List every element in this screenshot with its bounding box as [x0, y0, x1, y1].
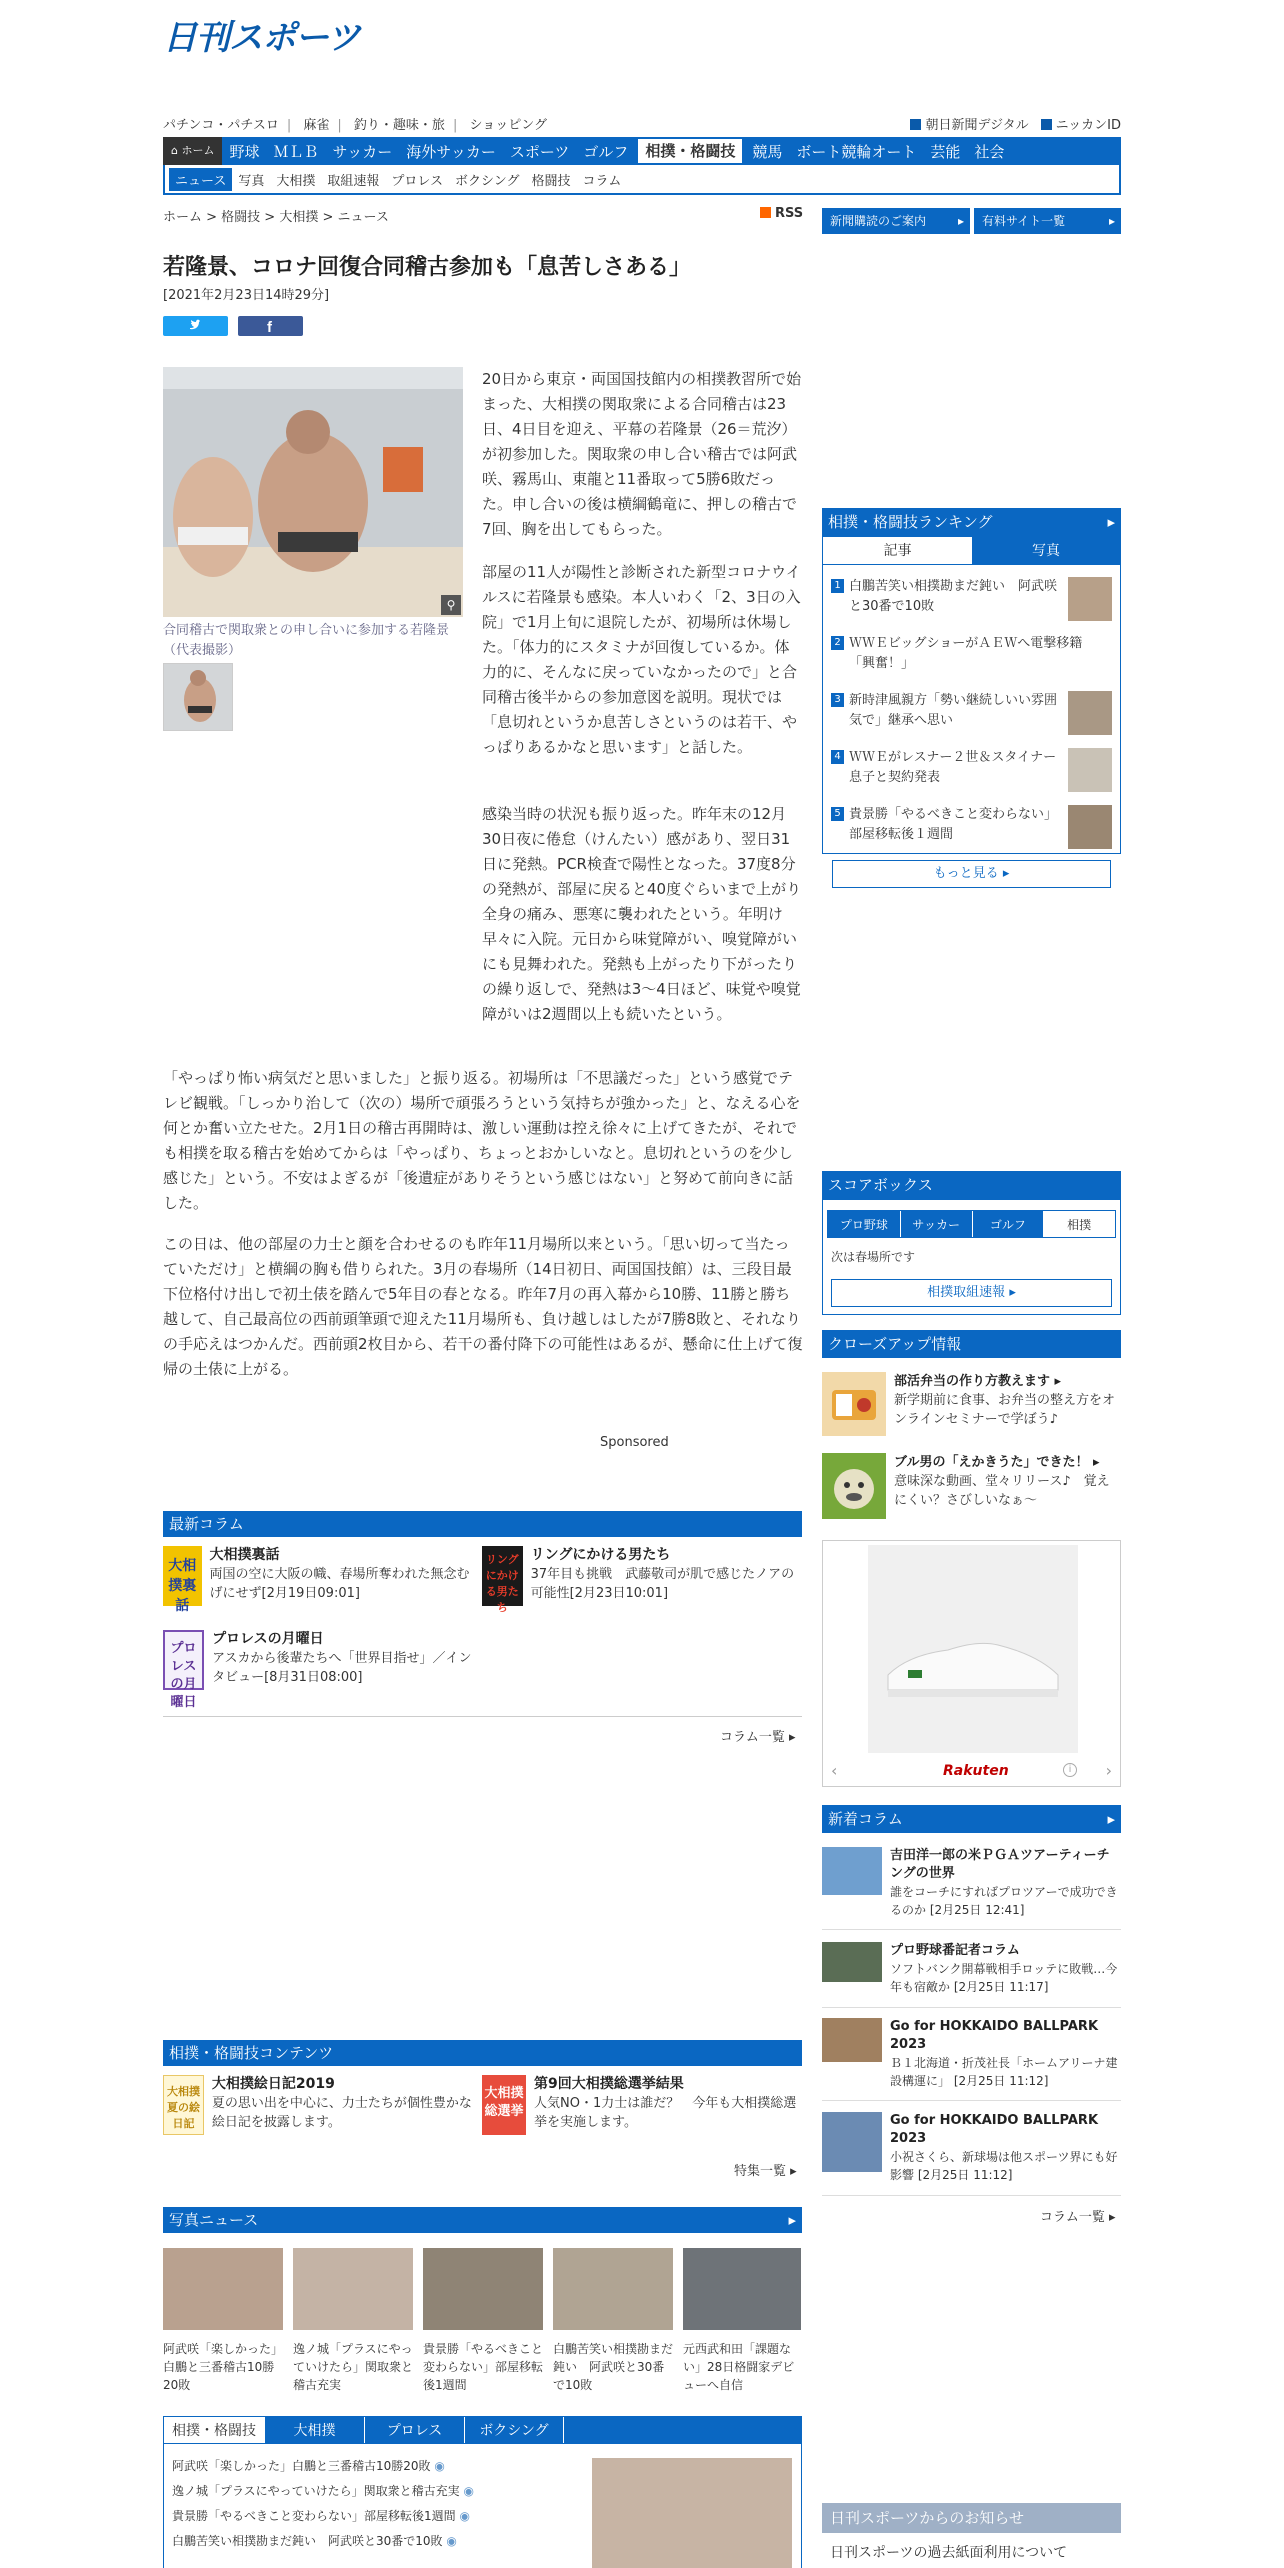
column-item[interactable] — [163, 1630, 483, 1710]
new-column-thumb — [822, 2018, 882, 2062]
photo-news-item[interactable] — [293, 2248, 413, 2394]
ranking-thumbnail — [1068, 691, 1112, 735]
ranking-item[interactable] — [831, 634, 1112, 679]
sub-nav — [163, 165, 1121, 195]
nikkan-id-link[interactable] — [1041, 114, 1121, 133]
photo-news-image — [683, 2248, 801, 2330]
twitter-share-button[interactable] — [163, 316, 228, 336]
divider — [822, 2195, 1121, 2196]
chevron-right-icon: ▸ — [789, 1730, 796, 1745]
bulldog-icon — [822, 1453, 886, 1519]
closeup-text — [894, 1372, 1119, 1429]
ranking-more-label: もっと見る — [933, 866, 999, 881]
facebook-share-button[interactable] — [238, 316, 303, 336]
rakuten-ad[interactable] — [822, 1540, 1121, 1787]
nikkan-id-label: ニッカンID — [1055, 118, 1121, 133]
subnav-sumo[interactable]: 大相撲 — [276, 173, 316, 189]
scorebox-tab-soccer[interactable]: サッカー — [900, 1211, 972, 1237]
rank-badge: 2 — [831, 636, 844, 650]
photo-news-item[interactable] — [423, 2248, 543, 2394]
ranking-item-title: 貴景勝「やるべきこと変わらない」部屋移転後１週間 — [849, 807, 1058, 842]
tab-feature-image[interactable] — [592, 2458, 792, 2568]
closeup-title-text: ブル男の「えかきうた」できた！ — [894, 1455, 1089, 1470]
chevron-right-icon: ▸ — [790, 2164, 797, 2179]
article-title: 若隆景、コロナ回復合同稽古参加も「息苦しさある」 — [163, 255, 692, 280]
column-item[interactable] — [163, 1546, 473, 1614]
new-column-desc: Ｂ１北海道・折茂社長「ホームアリーナ建設構運に」 [2月25日 11:12] — [890, 2056, 1118, 2088]
rss-link[interactable] — [760, 206, 803, 221]
ranking-tabs — [823, 537, 1120, 565]
divider — [822, 2100, 1121, 2101]
content-item[interactable] — [482, 2075, 802, 2135]
new-column-thumb — [822, 1942, 882, 1982]
column-desc: 37年目も挑戦 武藤敬司が肌で感じたノアの可能性[2月23日10:01] — [530, 1567, 795, 1601]
partner-links — [910, 114, 1121, 133]
nav-golf[interactable]: ゴルフ — [583, 142, 629, 161]
divider — [163, 1716, 802, 1717]
tab-article-link[interactable] — [172, 2529, 474, 2554]
rakuten-logo: Rakuten — [943, 1763, 1009, 1779]
column-list-label: コラム一覧 — [720, 1730, 785, 1745]
scorebox-header: スコアボックス — [822, 1171, 1121, 1199]
new-column-title: プロ野球番記者コラム — [890, 1943, 1020, 1958]
nav-soccer[interactable]: サッカー — [332, 142, 393, 161]
closeup-desc: 新学期前に食事、お弁当の整え方をオンラインセミナーで学ぼう♪ — [894, 1393, 1116, 1427]
new-column-desc: ソフトバンク開幕戦相手ロッテに敗戦…今年も宿敵か [2月25日 11:17] — [890, 1962, 1118, 1994]
column-icon-prowrestling-monday: プロレスの月曜日 — [163, 1630, 204, 1690]
scorebox-tabs — [827, 1210, 1116, 1238]
notice-header: 日刊スポーツからのお知らせ — [822, 2503, 1121, 2533]
photo-news-caption: 逸ノ城「プラスにやっていけたら」関取衆と稽古充実 — [293, 2342, 414, 2392]
new-column-thumb — [822, 1847, 882, 1895]
facebook-icon — [238, 316, 303, 336]
content-icon-picture-diary: 大相撲夏の絵日記 — [163, 2075, 204, 2135]
tab-article-title: 逸ノ城「プラスにやっていけたら」関取衆と稽古充実 — [172, 2484, 460, 2498]
column-list-link[interactable] — [720, 1726, 796, 1745]
twitter-icon — [163, 316, 228, 336]
article-paragraph-2: 部屋の11人が陽性と診断された新型コロナウイルスに若隆景も感染。本人いわく「2、3日の入院」で1月上旬に退院したが、初場所は休場した。「体力的にスタミナが回復しているか。体力的に、そんなに戻っていなかったので」と合同稽古後半からの参加意図を説明。現状では「息切れというか息苦しさというのは若干、やっぱりあるかなと思います」と話した。 — [482, 563, 801, 756]
top-link-hobby[interactable]: 釣り・趣味・旅 — [353, 118, 445, 133]
asahi-link-label: 朝日新聞デジタル — [925, 118, 1029, 133]
text-wrap-spacer — [163, 802, 482, 1026]
closeup-item[interactable] — [822, 1372, 1121, 1436]
ranking-item[interactable] — [831, 577, 1112, 622]
ranking-panel — [822, 536, 1121, 854]
nav-boat[interactable]: ボート競輪オート — [796, 142, 917, 161]
top-links: パチンコ・パチスロ | 麻雀 | 釣り・趣味・旅 | ショッピング — [163, 118, 547, 133]
camera-icon: ◉ — [459, 2509, 470, 2523]
nav-home-label: ホーム — [181, 144, 215, 157]
new-column-text — [890, 2018, 1120, 2090]
tab-article-title: 白鵬苦笑い相撲勘まだ鈍い 阿武咲と30番で10敗 — [172, 2534, 443, 2548]
ranking-item-title: ＷＷＥがレスナー２世＆スタイナー息子と契約発表 — [849, 750, 1057, 785]
column-desc: 両国の空に大阪の幟、春場所奪われた無念むげにせず[2月19日09:01] — [209, 1567, 470, 1601]
content-icon-election: 大相撲総選挙 — [482, 2075, 526, 2135]
bout-results-label: 相撲取組速報 — [927, 1285, 1006, 1300]
top-link-shopping[interactable]: ショッピング — [469, 118, 547, 133]
photo-news-header[interactable] — [163, 2207, 802, 2233]
photo-news-caption: 阿武咲「楽しかった」白鵬と三番稽古10勝20敗 — [163, 2342, 284, 2392]
article-paragraph-3 — [163, 802, 803, 1027]
rank-badge: 4 — [831, 750, 844, 764]
camera-icon: ◉ — [446, 2534, 457, 2548]
ranking-item[interactable] — [831, 805, 1112, 850]
closeup-desc: 意味深な動画、堂々リリース♪ 覚えにくい？さびしいなぁ～ — [894, 1474, 1110, 1508]
zoom-icon[interactable]: ⚲ — [441, 595, 461, 615]
scorebox-text: 次は春場所です — [831, 1250, 916, 1264]
closeup-item[interactable] — [822, 1453, 1121, 1519]
tab-article-link[interactable] — [172, 2479, 474, 2504]
rank-badge: 1 — [831, 579, 844, 593]
rss-icon — [760, 207, 771, 218]
sponsored-label: Sponsored — [600, 1435, 669, 1450]
closeup-image-bento — [822, 1372, 886, 1436]
ranking-item-title: 白鵬苦笑い相撲勘まだ鈍い 阿武咲と30番で10敗 — [849, 579, 1058, 614]
new-columns-header[interactable] — [822, 1805, 1121, 1833]
ad-next-icon[interactable]: › — [1105, 1761, 1112, 1780]
scorebox-panel — [822, 1199, 1121, 1315]
scorebox-tab-baseball[interactable]: プロ野球 — [828, 1211, 900, 1237]
category-tabs — [163, 2416, 802, 2444]
ranking-header[interactable] — [822, 508, 1121, 536]
new-column-title: 吉田洋一郎の米ＰＧＡツアーティーチングの世界 — [890, 1848, 1110, 1881]
nav-mlb[interactable]: ＭＬＢ — [273, 142, 319, 161]
content-desc: 人気NO・1力士は誰だ？ 今年も大相撲総選挙を実施します。 — [534, 2096, 797, 2130]
subscription-button[interactable] — [822, 208, 970, 234]
asahi-icon — [910, 119, 921, 130]
article-paragraph-1: 20日から東京・両国国技館内の相撲教習所で始まった、大相撲の関取衆による合同稽古は23日、4日目を迎え、平幕の若隆景（26＝荒汐）が初参加した。関取衆の申し合い稽古では阿武咲、霧馬山、東龍と11番取って5勝6敗だった。申し合いの後は横綱鶴竜に、押しの稽古で7回、胸を出してもらった。 — [482, 370, 802, 538]
new-column-text — [890, 1847, 1120, 1919]
feature-list-link[interactable] — [734, 2160, 797, 2179]
content-text — [534, 2075, 802, 2135]
ranking-thumbnail — [1068, 805, 1112, 849]
ranking-item[interactable] — [831, 748, 1112, 793]
ad-prev-icon[interactable]: ‹ — [831, 1761, 838, 1780]
tab-article-list — [172, 2454, 474, 2554]
notice-link[interactable]: 日刊スポーツの過去紙面利用について — [830, 2545, 1068, 2561]
chevron-right-icon: ▸ — [1109, 2210, 1116, 2225]
new-column-text — [890, 2112, 1120, 2184]
asahi-link[interactable] — [910, 114, 1028, 133]
nav-keiba[interactable]: 競馬 — [752, 142, 783, 161]
closeup-title — [894, 1453, 1119, 1472]
chevron-right-icon: ▸ — [1093, 1455, 1100, 1470]
rank-badge: 5 — [831, 807, 844, 821]
top-link-pachinko[interactable]: パチンコ・パチスロ — [163, 118, 279, 133]
tab-prowrestling[interactable]: プロレス — [364, 2417, 464, 2443]
subnav-column[interactable]: コラム — [582, 173, 622, 189]
nav-home[interactable]: ⌂ ホーム — [163, 137, 222, 165]
chevron-right-icon: ▸ — [1054, 1374, 1062, 1389]
nav-entertainment[interactable]: 芸能 — [930, 142, 961, 161]
photo-news-image — [293, 2248, 413, 2330]
column-text — [210, 1546, 473, 1606]
divider — [822, 2007, 1121, 2008]
new-column-list-label: コラム一覧 — [1040, 2210, 1105, 2225]
photo-news-image — [423, 2248, 543, 2330]
article-photo[interactable] — [163, 367, 463, 617]
article-paragraph-3-text: 感染当時の状況も振り返った。昨年末の12月30日夜に倦怠（けんたい）感があり、翌日31日に発熱。PCR検査で陽性となった。37度8分の発熱が、部屋に戻ると40度ぐらいまで上がり全身の痛み、悪寒に襲われたという。年明け早々に入院。元日から味覚障がい、嗅覚障がいにも見舞われた。発熱も上がったり下がったりの繰り返しで、発熱は3～4日ほど、味覚や嗅覚障がいは2週間以上も続いたという。 — [482, 805, 802, 1023]
paid-sites-label: 有料サイト一覧 — [982, 214, 1066, 228]
subnav-news[interactable]: ニュース — [169, 168, 232, 191]
ad-info-icon[interactable]: i — [1063, 1763, 1077, 1777]
ranking-item-title: ＷＷＥビッグショーがＡＥＷへ電撃移籍「興奮！」 — [849, 636, 1083, 671]
new-column-title: Go for HOKKAIDO BALLPARK 2023 — [890, 2019, 1099, 2052]
subnav-photo[interactable]: 写真 — [238, 173, 265, 189]
svg-text:f: f — [267, 319, 272, 336]
photo-news-image — [553, 2248, 673, 2330]
nav-world-soccer[interactable]: 海外サッカー — [406, 142, 496, 161]
column-icon-sumo-backstory: 大相撲裏話 — [163, 1546, 202, 1606]
closeup-image-buruo — [822, 1453, 886, 1519]
ranking-more-button[interactable] — [832, 860, 1111, 888]
subscription-label: 新聞購読のご案内 — [830, 214, 927, 228]
photo-news-caption: 白鵬苦笑い相撲勘まだ鈍い 阿武咲と30番で10敗 — [553, 2342, 674, 2392]
photo-thumbnail[interactable] — [163, 663, 233, 731]
chevron-right-icon: ▸ — [1002, 866, 1010, 881]
new-column-title: Go for HOKKAIDO BALLPARK 2023 — [890, 2113, 1099, 2146]
photo-news-title: 写真ニュース — [169, 2211, 259, 2229]
ranking-tab-articles[interactable]: 記事 — [823, 537, 972, 564]
tab-article-title: 貴景勝「やるべきこと変わらない」部屋移転後1週間 — [172, 2509, 456, 2523]
sneaker-icon — [868, 1545, 1078, 1753]
column-text — [531, 1546, 802, 1606]
site-logo[interactable]: 日刊スポーツ — [163, 18, 360, 58]
rss-label: RSS — [775, 206, 804, 221]
photo-news-caption: 元西武和田「課題ない」28日格闘家デビューへ自信 — [683, 2342, 795, 2392]
latest-columns-header: 最新コラム — [163, 1511, 802, 1537]
ranking-thumbnail — [1068, 577, 1112, 621]
chevron-right-icon: ▸ — [1107, 513, 1115, 531]
column-title[interactable]: リングにかける男たち — [530, 1547, 671, 1563]
scorebox-tab-sumo[interactable]: 相撲 — [1043, 1211, 1115, 1237]
photo-news-item[interactable] — [163, 2248, 283, 2394]
scorebox-tab-golf[interactable]: ゴルフ — [972, 1211, 1044, 1237]
tab-sumo-fighting[interactable]: 相撲・格闘技 — [164, 2417, 264, 2443]
subnav-prowrestling[interactable]: プロレス — [391, 173, 444, 189]
ranking-title: 相撲・格闘技ランキング — [828, 513, 993, 531]
chevron-right-icon: ▸ — [1009, 1285, 1016, 1300]
column-item[interactable] — [482, 1546, 802, 1614]
content-text — [212, 2075, 473, 2135]
nav-baseball[interactable]: 野球 — [229, 142, 260, 161]
divider — [822, 1929, 1121, 1930]
column-title[interactable]: 大相撲裏話 — [209, 1547, 280, 1563]
breadcrumb[interactable]: ホーム > 格闘技 > 大相撲 > ニュース — [163, 210, 389, 225]
paid-sites-button[interactable] — [974, 208, 1121, 234]
column-text — [212, 1630, 483, 1690]
ranking-tab-photos[interactable]: 写真 — [972, 537, 1120, 564]
closeup-header: クローズアップ情報 — [822, 1330, 1121, 1358]
subnav-boxing[interactable]: ボクシング — [455, 173, 520, 189]
chevron-right-icon: ▸ — [957, 214, 964, 228]
feature-list-label: 特集一覧 — [734, 2164, 787, 2179]
photo-caption: 合同稽古で関取衆との申し合いに参加する若隆景（代表撮影） — [163, 623, 450, 658]
content-title[interactable]: 大相撲絵日記2019 — [211, 2076, 335, 2092]
new-columns-title: 新着コラム — [828, 1810, 903, 1828]
photo-news-image — [163, 2248, 283, 2330]
ranking-thumbnail — [1068, 748, 1112, 792]
id-icon — [1041, 119, 1052, 130]
new-column-list-link[interactable] — [1040, 2206, 1116, 2225]
content-title[interactable]: 第9回大相撲総選挙結果 — [534, 2076, 684, 2092]
bout-results-button[interactable] — [831, 1279, 1112, 1307]
new-column-desc: 誰をコーチにすればプロツアーで成功できるのか [2月25日 12:41] — [890, 1885, 1118, 1917]
nav-sports[interactable]: スポーツ — [509, 142, 570, 161]
chevron-right-icon: ▸ — [1108, 214, 1115, 228]
tab-article-link[interactable] — [172, 2454, 474, 2479]
subnav-martial-arts[interactable]: 格闘技 — [531, 173, 571, 189]
tab-article-link[interactable] — [172, 2504, 474, 2529]
camera-icon: ◉ — [434, 2459, 445, 2473]
camera-icon: ◉ — [463, 2484, 474, 2498]
subnav-bout-results[interactable]: 取組速報 — [327, 173, 380, 189]
sumo-photo-illustration — [163, 367, 463, 617]
chevron-right-icon: ▸ — [1107, 1810, 1115, 1828]
top-link-mahjong[interactable]: 麻雀 — [303, 118, 330, 133]
ranking-item-title: 新時津風親方「勢い継続しいい雰囲気で」継承へ思い — [849, 693, 1058, 728]
tab-article-title: 阿武咲「楽しかった」白鵬と三番稽古10勝20敗 — [172, 2459, 431, 2473]
chevron-right-icon: ▸ — [788, 2211, 796, 2229]
article-paragraph-4: 「やっぱり怖い病気だと思いました」と振り返る。初場所は「不思議だった」という感覚でテレビ観戦。「しっかり治して（次の）場所で頑張ろうという気持ちが強かった」と、なえる心を何とか奮い立たせた。2月1日の稽古再開時は、激しい運動は控え徐々に上げてきたが、それでも相撲を取る稽古を始めてからは「やっぱり、ちょっとおかしいなと。息切れというのを少し感じた」という。不安はよぎるが「後遺症がありそうという感じはない」と努めて前向きに話した。 — [163, 1069, 801, 1212]
bento-icon — [822, 1372, 886, 1436]
closeup-text — [894, 1453, 1119, 1510]
photo-news-item[interactable] — [683, 2248, 801, 2394]
new-column-text — [890, 1942, 1120, 1996]
contents-header: 相撲・格闘技コンテンツ — [163, 2040, 802, 2066]
main-nav — [163, 137, 1121, 165]
ad-product-image — [868, 1545, 1078, 1753]
new-column-thumb — [822, 2112, 882, 2172]
column-desc: アスカから後輩たちへ「世界目指せ」／インタビュー[8月31日08:00] — [212, 1651, 472, 1685]
photo-news-item[interactable] — [553, 2248, 673, 2394]
new-column-desc: 小祝さくら、新球場は他スポーツ界にも好影響 [2月25日 11:12] — [890, 2150, 1118, 2182]
column-icon-ring-men: リングにかける男たち — [482, 1546, 523, 1606]
closeup-title — [894, 1372, 1119, 1391]
photo-news-caption: 貴景勝「やるべきこと変わらない」部屋移転後1週間 — [423, 2342, 544, 2392]
nav-society[interactable]: 社会 — [974, 142, 1005, 161]
content-desc: 夏の思い出を中心に、力士たちが個性豊かな絵日記を披露します。 — [211, 2096, 472, 2130]
tab-sumo[interactable]: 大相撲 — [264, 2417, 364, 2443]
ranking-item[interactable] — [831, 691, 1112, 736]
tab-boxing[interactable]: ボクシング — [464, 2417, 564, 2443]
thumbnail-image — [164, 664, 232, 730]
tab-panel — [163, 2444, 802, 2568]
article-date: [2021年2月23日14時29分] — [163, 288, 330, 303]
nav-sumo-fighting[interactable]: 相撲・格闘技 — [638, 139, 742, 163]
rank-badge: 3 — [831, 693, 844, 707]
article-paragraph-5: この日は、他の部屋の力士と顔を合わせるのも昨年11月場所以来という。「思い切って当たっていただけ」と横綱の胸も借りられた。3月の春場所（14日初日、両国国技館）は、三段目最下位格付け出しで初土俵を踏んで5年目の春となる。昨年7月の再入幕から10勝、11勝と勝ち越して、自己最高位の西前頭筆頭で迎えた11月場所も、負け越しはしたが7勝8敗と、それなりの手応えはつかんだ。西前頭2枚目から、若干の番付降下の可能性はあるが、懸命に仕上げて復帰の土俵に上がる。 — [163, 1235, 803, 1378]
column-title[interactable]: プロレスの月曜日 — [212, 1631, 324, 1647]
content-item[interactable] — [163, 2075, 473, 2135]
closeup-title-text: 部活弁当の作り方教えます — [894, 1374, 1051, 1389]
